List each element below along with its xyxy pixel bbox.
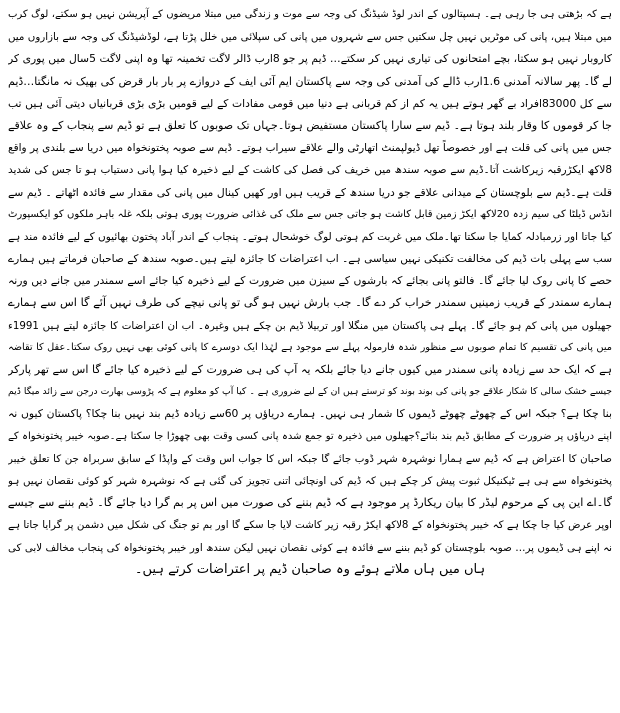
- text-line: قلت ہے۔ڈیم سے بلوچستان کے میدانی علاقے جو دریا سندھ کے قریب ہیں اور کھیں کینال میں پانی کی مقدار سے فائدہ اٹھاتے ۔ ڈیم سے: [8, 185, 612, 199]
- text-line: پختونخواہ سے ہی ہے ٹیکنیکل ثبوت پیش کر چکے ہیں کہ ڈیم کی اونچائی اتنی تجویز کی گئی ہے کہ نوشہرہ شہر کو کوئی نقصان نہیں ہو: [8, 474, 612, 487]
- text-line: ہے کہ ایک حد سے زیادہ پانی سمندر میں کیوں جانے دیا جائے بلکہ یہ آپ کی ہی ضرورت کے لیے ذخیرہ کیا جائے گا اس سے تھر پارکر: [8, 363, 612, 376]
- text-line: جس میں پانی کی قلت ہے اور خصوصاً تھل ڈیولپمنٹ اتھارٹی والے علاقے سیراب ہوتے۔ ڈیم سے صوبہ پختونخواہ میں دریا سے بلندی پر واقع: [8, 142, 612, 155]
- text-line: صاحبان کا اعتراض ہے کہ ڈیم سے ہمارا نوشہرہ شہر ڈوب جائے گا جبکہ اس کا جواب اس وقت کے واپڈا کے سابق سربراہ جن کا تعلق خیبر: [8, 452, 612, 465]
- text-line: لے گا۔ پھر سالانہ آمدنی 1.6ارب ڈالے کی آمدنی کی وجہ سے پاکستان ایم آئی ایف کے دروازے پر بار بار قرض کی بھیک نہ مانگتا…ڈیم: [8, 74, 612, 88]
- text-line: کیا جاتا اور زرمبادلہ کمایا جا سکتا تھا۔ملک میں غربت کم ہوتی لوگ خوشحال ہوتے۔ پنجاب کے اندر آباد پختون بھائیوں کے لیے فائدہ مند ہے: [8, 230, 612, 243]
- text-line: جیسے خشک سالی کا شکار علاقے جو پانی کی بوند بوند کو ترستے ہیں ان کے لیے ضروری ہے ۔ کیا آپ کو معلوم ہے کہ پڑوسی بھارت درجن سے زائد میگا ڈیم: [8, 386, 612, 398]
- text-line: گا۔اے این پی کے مرحوم لیڈر کا بیان ریکارڈ پر موجود ہے کہ ڈیم بننے کی صورت میں اس پر بم گرا دیا جائے گا۔ ڈیم بننے سے جیسے: [8, 496, 612, 510]
- text-line: حصے کا پانی روک لیا جائے گا۔ فالتو پانی بجائے کہ بارشوں کے سیزن میں ضرورت کے لیے ذخیرہ کیا جائے اسے سمندر میں جانے دیں ورنہ: [8, 274, 612, 288]
- text-line: اپنے دریاؤں پر ضرورت کے مطابق ڈیم بند بنائے؟جھیلوں میں ذخیرہ تو جمع شدہ پانی کسی وقت بھی چھوڑا جا سکتا ہے۔صوبہ خیبر پختونخواہ کے: [8, 430, 612, 442]
- text-line: سب سے پہلی بات ڈیم کی مخالفت تکنیکی نہیں سیاسی ہے۔ اب اعتراضات کا جائزہ لیتے ہیں۔صوبہ سندھ کے صاحبان فرماتے ہیں ہمارے: [8, 253, 612, 266]
- text-line: اوپر عرض کیا جا چکا ہے کہ خیبر پختونخواہ کے 8لاکھ ایکڑ رقبہ زیر کاشت لایا جا سکے گا اور بم تو جنگ کی شکل میں دشمن پر گرایا جاتا ہے: [8, 519, 612, 532]
- text-line: انڈس ڈیلٹا کی سیم زدہ 20لاکھ ایکڑ زمین قابل کاشت ہو جاتی جس سے ملک کی غذائی ضرورت پوری ہوتی بلکہ غلہ باہر ملکوں کو ایکسپورٹ: [8, 208, 612, 220]
- text-line: سے کل 83000افراد بے گھر ہوتے ہیں یہ کم از کم قربانی ہے دنیا میں قومی مفادات کے لیے قومیں بڑی بڑی قربانیاں دیتی آئی ہیں تب: [8, 96, 612, 110]
- text-line: جا کر قوموں کا وقار بلند ہوتا ہے۔ ڈیم سے سارا پاکستان مستفیض ہوتا۔جہاں تک صوبوں کا تعلق ہے تو ڈیم سے پنجاب کے وہ علاقے: [8, 118, 612, 132]
- text-line: نہ اپنے ہی ڈیموں پر… صوبہ بلوچستان کو ڈیم بننے سے فائدہ ہے کوئی نقصان نہیں لیکن سندھ اور خیبر پختونخواہ کی پنجاب مخالف لابی کی: [8, 541, 612, 554]
- text-line: بنا چکا ہے؟ جبکہ اس کے چھوٹے چھوٹے ڈیموں کا شمار ہی نہیں۔ ہمارے دریاؤں پر 60سے زیادہ ڈیم بند نہیں بنا چکا؟ پاکستان کیوں نہ: [8, 407, 612, 421]
- text-line: میں مبتلا ہیں، پانی کی موٹریں نہیں چل سکتیں جس سے شہروں میں پانی کی سپلائی میں خلل پڑتا ہے، لوڈشیڈنگ کی وجہ سے بازاروں میں: [8, 31, 612, 44]
- text-line: 8لاکھ ایکڑرقبہ زیرکاشت آتا۔ڈیم سے صوبہ سندھ میں خریف کی فصل کی کاشت کے لیے ذخیرہ کیا ہوا پانی دستیاب ہو تا جس کی شدید: [8, 164, 612, 177]
- text-line: کاروبار نہیں ہو سکتا، بچے امتحانوں کی تیاری نہیں کر سکتے… ڈیم پر جو 8ارب ڈالر لاگت تخمینہ تھا وہ اپنی لاگت 5سال میں پوری کر: [8, 52, 612, 66]
- text-line: ہے کہ بڑھتی ہی جا رہی ہے۔ ہسپتالوں کے اندر لوڈ شیڈنگ کی وجہ سے موت و زندگی میں مبتلا مریضوں کے آپریشن نہیں ہو سکتے، لوگ کرب: [8, 9, 612, 20]
- text-line: میں پانی کی تقسیم کا تمام صوبوں سے منظور شدہ فارمولہ پہلے سے موجود ہے لہٰذا ایک دوسرے کا پانی کوئی بھی نہیں روک سکتا۔عقل کا تقاضہ: [8, 341, 612, 353]
- text-line: جھیلوں میں پانی کم ہو جائے گا۔ پہلے ہی پاکستان میں منگلا اور تربیلا ڈیم بن چکے ہیں وغیرہ۔ اب ان اعتراضات کا جائزہ لیتے ہیں 1991ء: [8, 319, 612, 332]
- text-line: ہمارے سمندر کے قریب زمینیں سمندر خراب کر دے گا۔ جب بارش نہیں ہو گی تو پانی نیچے کی طرف نہیں آئے گا اس سے ہمارے: [8, 296, 612, 310]
- text-line-last: ہاں میں ہاں ملاتے ہوئے وہ صاحبان ڈیم پر اعتراضات کرتے ہیں۔: [134, 561, 486, 577]
